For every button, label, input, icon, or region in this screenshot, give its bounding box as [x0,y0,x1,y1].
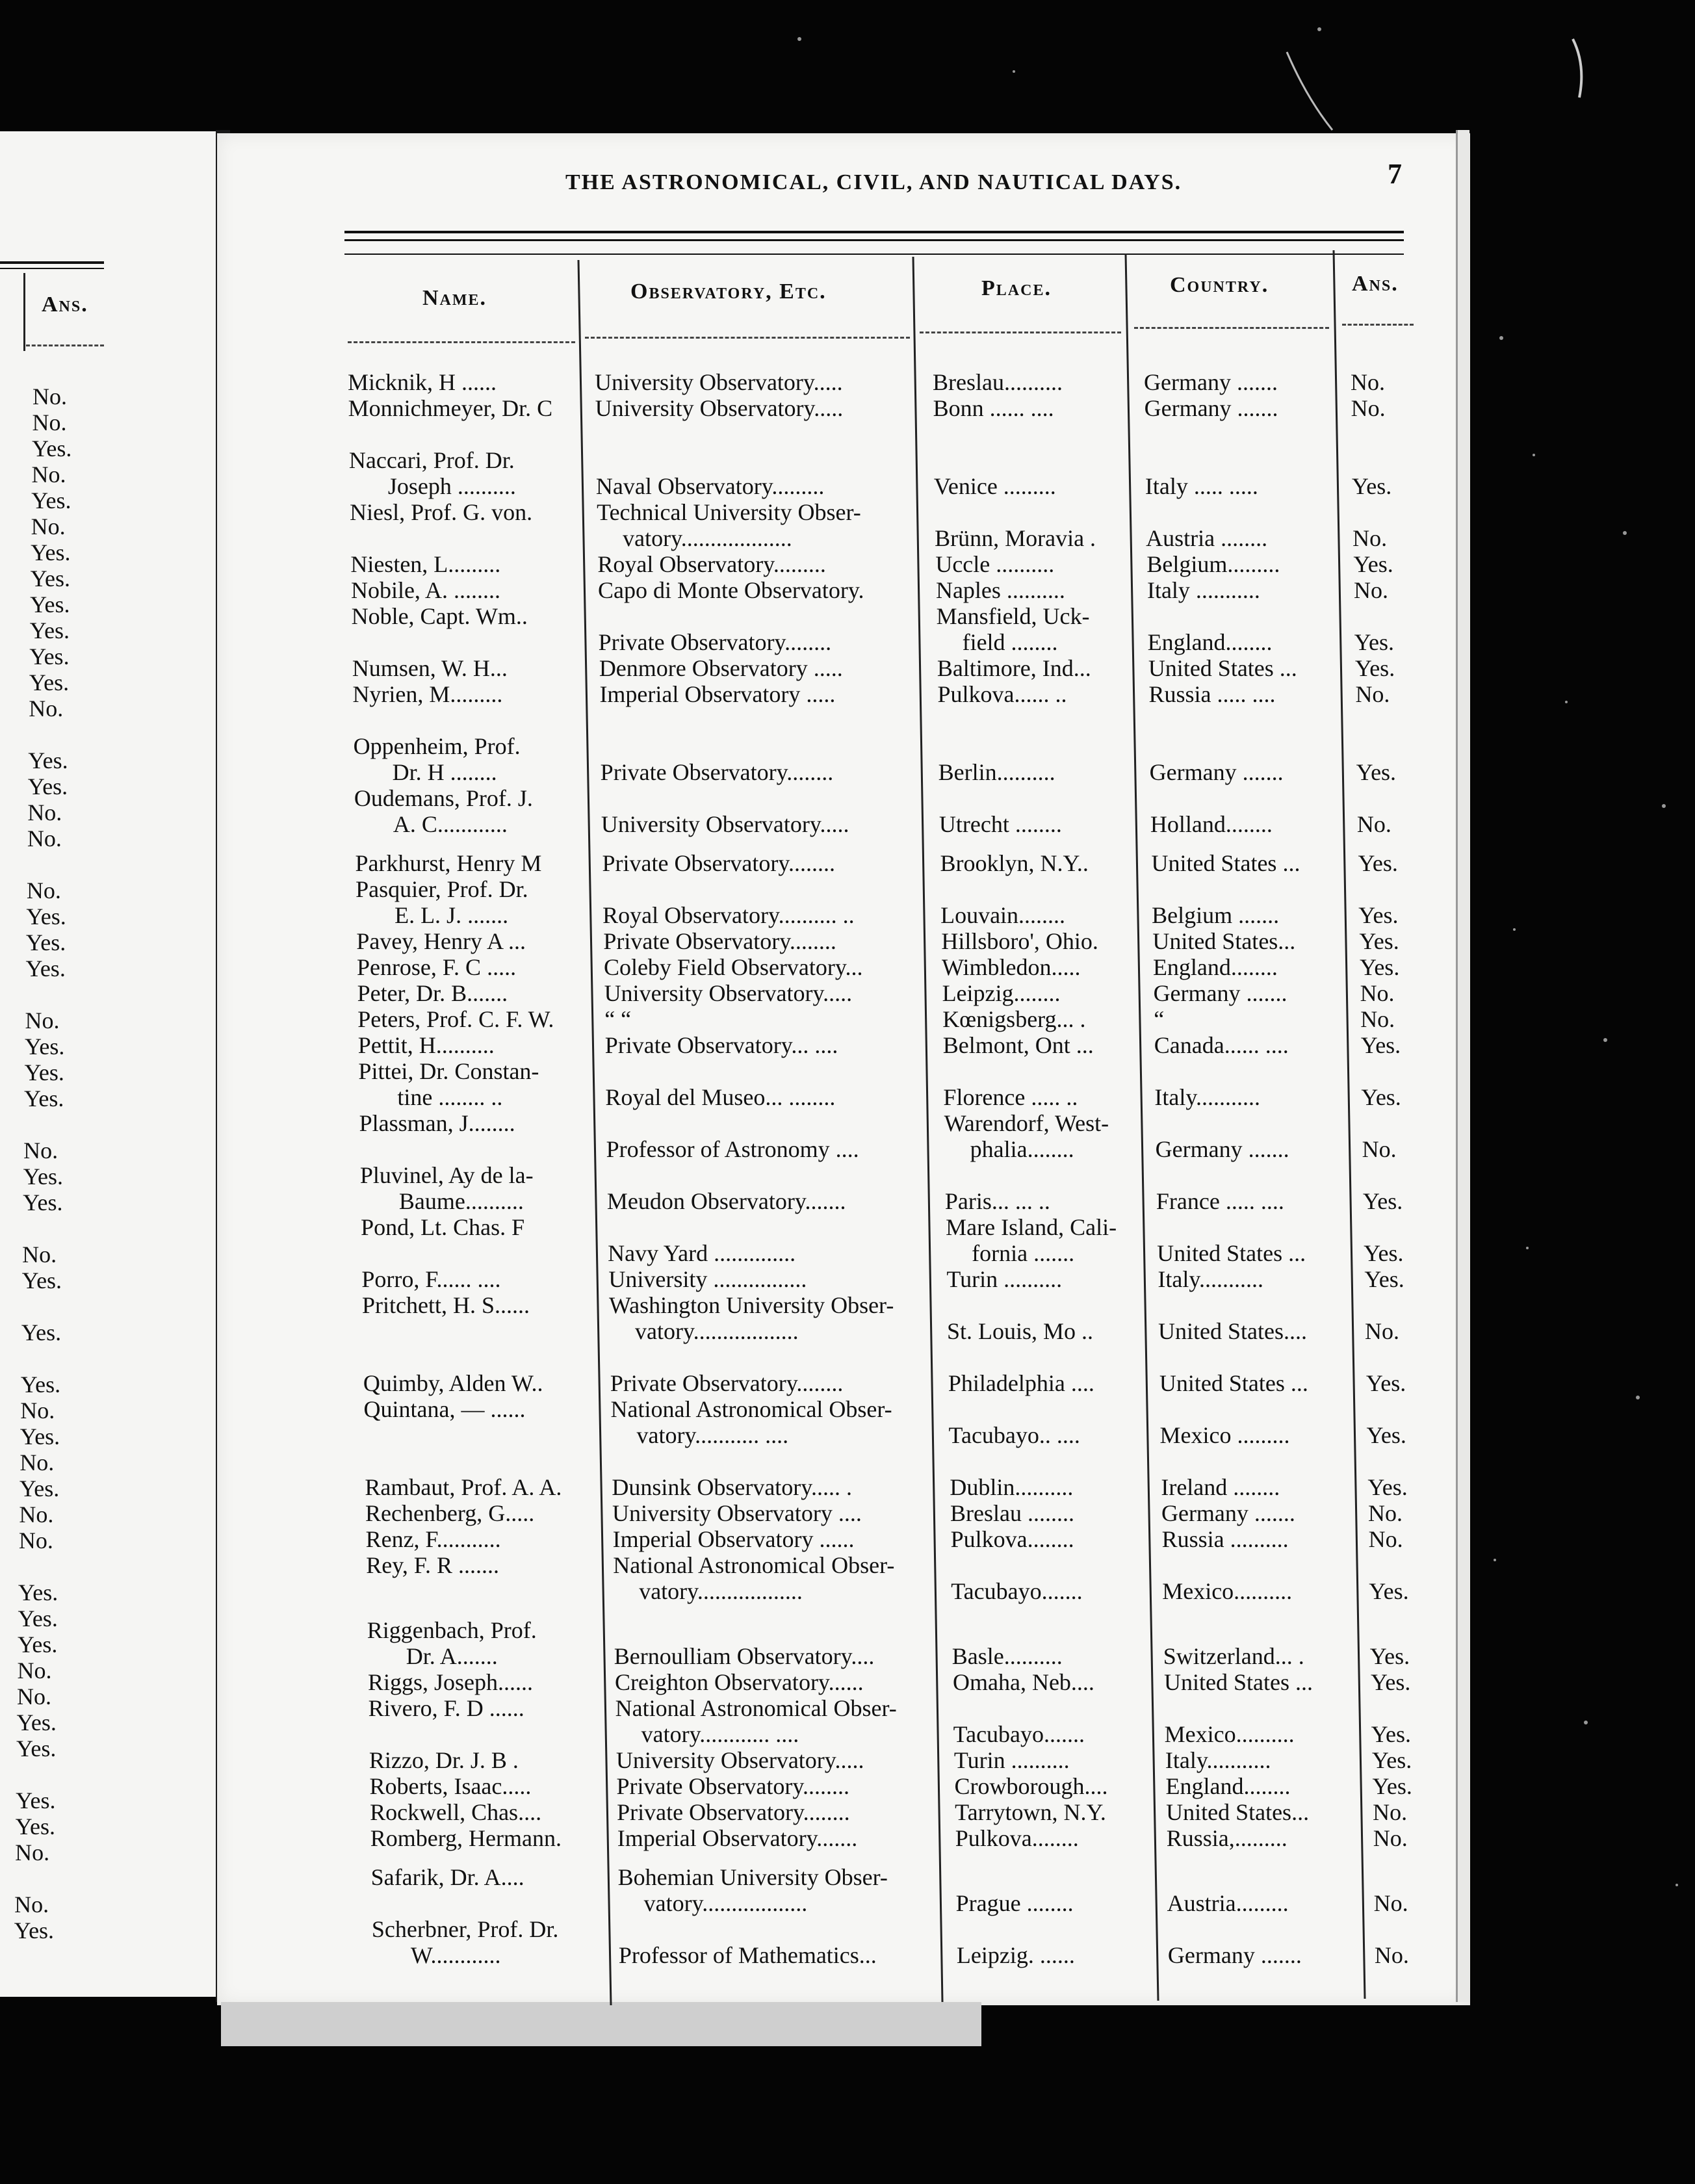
entry-name: Plassman, J........ [359,1110,515,1136]
entry-country: Holland........ [1150,811,1273,837]
entry-name: Niesl, Prof. G. von. [350,499,533,525]
entry-answer: Yes. [1354,629,1394,655]
entry-place: Leipzig. ...... [956,1942,1075,1968]
entry-place: Omaha, Neb.... [953,1669,1094,1695]
left-answer: Yes. [21,1320,62,1346]
left-answer: No. [18,1528,53,1554]
entry-name: Noble, Capt. Wm.. [351,603,528,629]
entry-name: Oppenheim, Prof. [353,733,521,759]
entry-observatory: University Observatory..... [595,395,844,421]
entry-name: Safarik, Dr. A.... [370,1864,524,1890]
entry-place: field ........ [962,629,1058,655]
entry-name: Rambaut, Prof. A. A. [365,1474,562,1500]
entry-country: United States ... [1157,1240,1306,1266]
left-answer: No. [27,826,62,852]
entry-country: Germany ....... [1149,759,1284,785]
entry-name: Penrose, F. C ..... [356,954,517,980]
entry-answer: Yes. [1358,850,1398,876]
entry-observatory: Royal Observatory.......... .. [602,902,855,928]
entry-name: Joseph .......... [387,473,516,499]
entry-place: Crowborough.... [954,1773,1108,1799]
entry-observatory: Private Observatory........ [600,759,834,785]
entry-country: Germany ....... [1167,1942,1302,1968]
entry-observatory: Dunsink Observatory..... . [612,1474,852,1500]
left-answer: No. [23,1138,58,1164]
entry-country: England........ [1165,1773,1291,1799]
left-answer: Yes. [23,1190,63,1216]
entry-country: Italy ........... [1146,577,1260,603]
left-answer: Yes. [30,566,71,592]
column-header-ans: Ans. [1352,272,1399,296]
left-answer: No. [19,1450,55,1476]
entry-place: Prague ........ [955,1890,1074,1916]
left-answer: Yes. [14,1918,55,1944]
left-answer: Yes. [15,1814,55,1840]
entry-answer: Yes. [1359,928,1399,954]
left-answer: Yes. [20,1372,61,1398]
entry-country: United States.... [1158,1318,1307,1344]
entry-name: Rivero, F. D ...... [368,1695,524,1721]
entry-place: Louvain........ [940,902,1066,928]
entry-country: Germany ....... [1161,1500,1295,1526]
entry-name: Peter, Dr. B....... [357,980,508,1006]
entry-observatory: Private Observatory........ [617,1799,850,1825]
entry-answer: Yes. [1364,1240,1404,1266]
entry-observatory: University Observatory..... [604,980,853,1006]
left-answer: No. [32,384,67,410]
entry-answer: No. [1367,1500,1403,1526]
entry-observatory: Imperial Observatory ...... [612,1526,855,1552]
entry-place: Bonn ...... .... [933,395,1054,421]
entry-name: Parkhurst, Henry M [355,850,542,876]
entry-place: Breslau.......... [933,369,1063,395]
entry-observatory: Meudon Observatory....... [606,1188,846,1214]
left-answer: No. [25,1008,60,1034]
entry-place: Brooklyn, N.Y.. [940,850,1089,876]
entry-place: Pulkova........ [950,1526,1074,1552]
left-answer: Yes. [30,592,70,618]
entry-place: Utrecht ........ [938,811,1062,837]
entry-observatory: Private Observatory........ [602,850,836,876]
entry-name: Nyrien, M......... [352,681,503,707]
entry-observatory: Royal Observatory......... [597,551,826,577]
entry-observatory: Denmore Observatory ..... [599,655,843,681]
left-answer: Yes. [25,930,66,956]
entry-country: Switzerland... . [1163,1643,1304,1669]
entry-name: Rockwell, Chas.... [370,1799,542,1825]
entry-country: Ireland ........ [1161,1474,1280,1500]
entry-place: Dublin.......... [950,1474,1074,1500]
entry-observatory: Professor of Astronomy .... [606,1136,859,1162]
entry-answer: No. [1365,1318,1399,1344]
entry-place: Pulkova...... .. [937,681,1067,707]
entry-country: Italy ..... ..... [1145,473,1258,499]
entry-name: Oudemans, Prof. J. [354,785,533,811]
entry-place: Uccle .......... [935,551,1055,577]
entry-answer: Yes. [1371,1747,1412,1773]
left-ans-header: Ans. [42,292,88,317]
entry-observatory: National Astronomical Obser- [613,1552,895,1578]
entry-place: phalia........ [970,1136,1074,1162]
left-answer: No. [31,514,66,540]
entry-observatory: University Observatory..... [601,811,849,837]
left-answer: No. [15,1840,50,1866]
entry-observatory: Naval Observatory......... [595,473,825,499]
entry-place: Tacubayo....... [951,1578,1083,1604]
left-answer: No. [31,462,66,488]
entry-observatory: Capo di Monte Observatory. [597,577,864,603]
left-answer: Yes. [32,436,72,462]
entry-observatory: University Observatory..... [615,1747,864,1773]
column-header-country: Country. [1170,273,1269,297]
entry-observatory: Coleby Field Observatory... [603,954,863,980]
entry-country: Canada...... .... [1154,1032,1289,1058]
entry-country: Germany ....... [1144,395,1278,421]
entry-answer: No. [1373,1799,1408,1825]
entry-name: Riggs, Joseph...... [368,1669,534,1695]
entry-answer: Yes. [1364,1266,1404,1292]
entry-country: Germany ....... [1153,980,1287,1006]
left-answer: No. [29,696,64,722]
entry-place: Breslau ........ [950,1500,1074,1526]
left-answer: No. [14,1892,49,1918]
entry-place: Turin .......... [946,1266,1063,1292]
entry-observatory: National Astronomical Obser- [610,1396,892,1422]
entry-name: Renz, F........... [365,1526,501,1552]
entry-answer: Yes. [1359,954,1400,980]
entry-name: Naccari, Prof. Dr. [348,447,515,473]
entry-name: Rechenberg, G..... [365,1500,535,1526]
entry-answer: No. [1355,681,1390,707]
left-answer: Yes. [24,1060,64,1086]
entry-answer: No. [1353,577,1388,603]
entry-name: Quimby, Alden W.. [363,1370,543,1396]
entry-place: St. Louis, Mo .. [947,1318,1094,1344]
entry-place: Pulkova........ [955,1825,1079,1851]
entry-answer: No. [1360,980,1395,1006]
entry-observatory: National Astronomical Obser- [615,1695,897,1721]
left-answer: Yes. [29,670,70,696]
entry-answer: No. [1373,1890,1408,1916]
entry-answer: No. [1352,525,1388,551]
entry-place: Wimbledon..... [941,954,1081,980]
entry-country: Germany ....... [1144,369,1278,395]
entry-country: United States ... [1148,655,1297,681]
left-answer: Yes. [18,1580,58,1606]
entry-name: Pittei, Dr. Constan- [358,1058,539,1084]
entry-country: Belgium ....... [1152,902,1280,928]
column-header-observatory: Observatory, Etc. [630,280,827,304]
entry-place: Tacubayo.. .... [948,1422,1080,1448]
left-answer: Yes. [31,540,71,566]
left-answer: Yes. [19,1424,60,1450]
entry-observatory: vatory................... [623,525,792,551]
entry-place: Philadelphia .... [948,1370,1094,1396]
left-answer: No. [22,1242,57,1268]
entry-name: Scherbner, Prof. Dr. [371,1916,559,1942]
left-answer: No. [19,1502,54,1528]
entry-place: Mare Island, Cali- [946,1214,1117,1240]
left-answer: Yes. [16,1710,57,1736]
entry-country: United States... [1152,928,1296,954]
entry-answer: Yes. [1360,1032,1401,1058]
entry-name: Quintana, — ...... [363,1396,526,1422]
entry-answer: No. [1374,1942,1409,1968]
entry-answer: Yes. [1371,1669,1411,1695]
entry-name: Pavey, Henry A ... [356,928,526,954]
entry-observatory: Bohemian University Obser- [617,1864,888,1890]
entry-observatory: Private Observatory........ [603,928,836,954]
left-answer: Yes. [29,618,70,644]
entry-name: E. L. J. ....... [395,902,509,928]
entry-answer: Yes. [1369,1578,1409,1604]
entry-name: Dr. H ........ [392,759,497,785]
left-answer: Yes. [29,644,70,670]
entry-observatory: Washington University Obser- [609,1292,894,1318]
left-answer: No. [17,1684,51,1710]
entry-name: Pasquier, Prof. Dr. [356,876,528,902]
entry-place: Brünn, Moravia . [935,525,1096,551]
entry-answer: Yes. [1358,902,1399,928]
left-answer: No. [20,1398,55,1424]
entry-observatory: University Observatory .... [612,1500,862,1526]
entry-answer: Yes. [1367,1474,1408,1500]
entry-name: tine ........ .. [397,1084,503,1110]
entry-answer: Yes. [1372,1773,1412,1799]
entry-answer: Yes. [1371,1721,1411,1747]
left-answer: No. [17,1658,52,1684]
entry-answer: No. [1368,1526,1403,1552]
left-answer: No. [32,410,67,436]
entry-observatory: University Observatory..... [595,369,843,395]
entry-observatory: Technical University Obser- [597,499,861,525]
entry-name: Pettit, H.......... [357,1032,495,1058]
entry-observatory: University ................ [608,1266,807,1292]
left-answer: Yes. [31,488,71,514]
entry-place: Naples .......... [935,577,1065,603]
entry-answer: Yes. [1354,655,1395,681]
entry-country: Russia .......... [1161,1526,1289,1552]
entry-name: Numsen, W. H... [352,655,508,681]
left-answer: Yes. [28,748,68,774]
entry-observatory: vatory.................. [639,1578,803,1604]
entry-observatory: Navy Yard .............. [608,1240,796,1266]
entry-country: United States ... [1159,1370,1308,1396]
entry-country: Mexico ......... [1159,1422,1290,1448]
entry-name: W............ [410,1942,501,1968]
running-head: THE ASTRONOMICAL, CIVIL, AND NAUTICAL DAYS. [565,170,1182,194]
column-header-place: Place. [981,276,1052,300]
left-answer: Yes. [23,1164,63,1190]
entry-observatory: vatory........... .... [636,1422,789,1448]
left-answer: No. [26,878,61,904]
entry-answer: Yes. [1362,1188,1403,1214]
page-number: 7 [1388,158,1402,190]
entry-place: Venice ......... [933,473,1056,499]
entry-name: Micknik, H ...... [348,369,497,395]
entry-name: Riggenbach, Prof. [367,1617,537,1643]
entry-name: Rey, F. R ....... [366,1552,500,1578]
entry-answer: Yes. [1365,1370,1406,1396]
entry-place: Turin .......... [953,1747,1070,1773]
entry-observatory: vatory.................. [635,1318,799,1344]
entry-observatory: Imperial Observatory....... [617,1825,858,1851]
entry-country: Italy........... [1154,1084,1261,1110]
entry-answer: Yes. [1356,759,1397,785]
entry-country: England........ [1147,629,1273,655]
entry-country: Russia ..... .... [1148,681,1276,707]
entry-place: Paris... ... .. [944,1188,1050,1214]
entry-place: Tarrytown, N.Y. [955,1799,1106,1825]
entry-place: Kœnigsberg... . [942,1006,1086,1032]
entry-name: Peters, Prof. C. F. W. [357,1006,554,1032]
left-answer: Yes. [24,1086,64,1112]
entry-observatory: Bernoulliam Observatory.... [614,1643,875,1669]
entry-answer: No. [1373,1825,1408,1851]
column-header-name: Name. [422,286,487,310]
entry-place: Belmont, Ont ... [942,1032,1094,1058]
entry-country: France ..... .... [1156,1188,1284,1214]
entry-observatory: vatory............ .... [641,1721,799,1747]
entry-answer: No. [1351,369,1385,395]
left-answer: Yes. [21,1268,62,1294]
left-answer: Yes. [18,1606,58,1632]
entry-place: Florence ..... .. [943,1084,1078,1110]
entry-name: Romberg, Hermann. [370,1825,562,1851]
entry-answer: No. [1362,1136,1397,1162]
entry-observatory: vatory.................. [643,1890,808,1916]
entry-observatory: Professor of Mathematics... [618,1942,877,1968]
entry-answer: Yes. [1366,1422,1406,1448]
entry-name: Nobile, A. ........ [350,577,500,603]
entry-answer: Yes. [1361,1084,1401,1110]
entry-answer: No. [1360,1006,1395,1032]
entry-observatory: “ “ [604,1006,632,1032]
entry-answer: No. [1351,395,1386,421]
entry-country: Mexico.......... [1164,1721,1295,1747]
entry-observatory: Private Observatory... .... [604,1032,838,1058]
left-answer: Yes. [17,1632,58,1658]
entry-country: Russia,......... [1166,1825,1287,1851]
entry-answer: Yes. [1369,1643,1410,1669]
entry-name: Pond, Lt. Chas. F [361,1214,525,1240]
entry-name: Dr. A....... [406,1643,498,1669]
entry-name: Monnichmeyer, Dr. C [348,395,553,421]
entry-country: Mexico.......... [1162,1578,1293,1604]
entry-country: United States... [1166,1799,1310,1825]
entry-place: fornia ....... [972,1240,1075,1266]
entry-observatory: Private Observatory........ [598,629,832,655]
left-answer: Yes. [25,1034,65,1060]
entry-name: Roberts, Isaac..... [369,1773,532,1799]
entry-place: Baltimore, Ind... [937,655,1091,681]
entry-country: Belgium......... [1146,551,1280,577]
entry-place: Berlin.......... [938,759,1055,785]
entry-answer: No. [1356,811,1391,837]
left-answer: Yes. [27,774,68,800]
entry-place: Tacubayo....... [953,1721,1085,1747]
left-answer: Yes. [16,1788,56,1814]
entry-place: Leipzig........ [942,980,1061,1006]
entry-answer: Yes. [1351,473,1392,499]
left-answer: Yes. [25,956,66,982]
entry-observatory: Creighton Observatory...... [615,1669,864,1695]
entry-name: Pritchett, H. S...... [362,1292,530,1318]
entry-name: Pluvinel, Ay de la- [359,1162,534,1188]
entry-name: Rizzo, Dr. J. B . [369,1747,519,1773]
entry-place: Basle.......... [951,1643,1063,1669]
entry-country: United States ... [1164,1669,1313,1695]
left-answer: No. [27,800,62,826]
entry-observatory: Private Observatory........ [610,1370,844,1396]
entry-answer: Yes. [1353,551,1393,577]
entry-country: Austria......... [1167,1890,1289,1916]
left-answer: Yes. [16,1736,57,1762]
entry-place: Mansfield, Uck- [936,603,1090,629]
entry-name: Porro, F...... .... [361,1266,501,1292]
left-answer: Yes. [19,1476,60,1502]
entry-name: Niesten, L......... [350,551,501,577]
entry-observatory: Royal del Museo... ........ [605,1084,836,1110]
entry-country: Germany ....... [1155,1136,1289,1162]
entry-name: Baume.......... [398,1188,524,1214]
entry-name: A. C............ [393,811,508,837]
entry-country: Italy........... [1165,1747,1271,1773]
entry-country: United States ... [1151,850,1300,876]
entry-observatory: Private Observatory........ [616,1773,850,1799]
entry-place: Warendorf, West- [944,1110,1109,1136]
entry-country: England........ [1152,954,1278,980]
entry-country: Italy........... [1158,1266,1264,1292]
left-answer: Yes. [26,904,66,930]
entry-country: Austria ........ [1146,525,1268,551]
entry-observatory: Imperial Observatory ..... [599,681,836,707]
entry-place: Hillsboro', Ohio. [941,928,1098,954]
entry-country: “ [1154,1006,1165,1032]
